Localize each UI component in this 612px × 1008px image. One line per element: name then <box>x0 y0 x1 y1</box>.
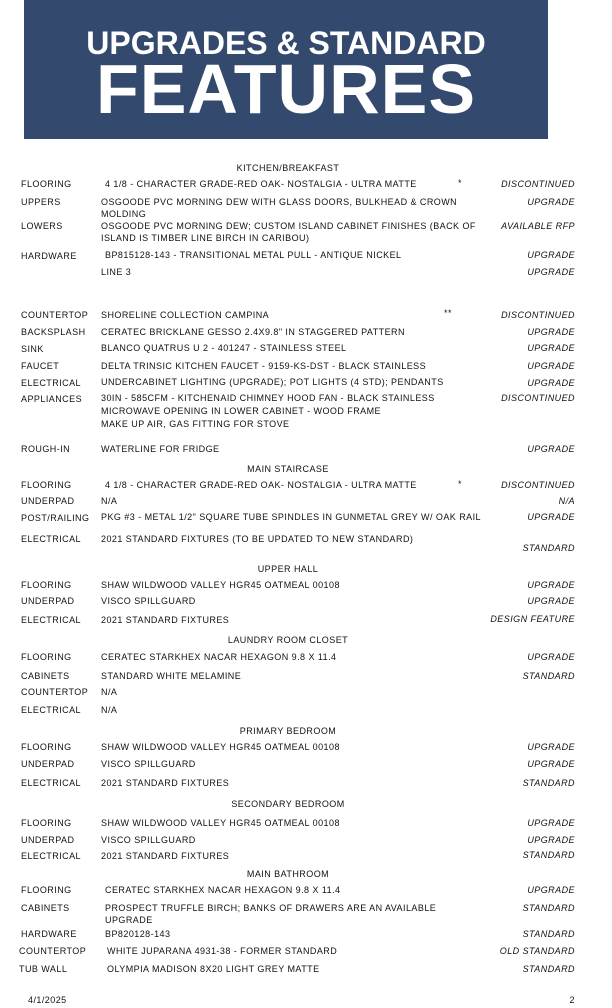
row-description: 2021 STANDARD FIXTURES (TO BE UPDATED TO NEW STANDARD) <box>101 534 414 544</box>
row-description-line2: MICROWAVE OPENING IN LOWER CABINET - WOOD FRAME <box>101 406 381 416</box>
row-description: OSGOODE PVC MORNING DEW; CUSTOM ISLAND CABINET FINISHES (BACK OF ISLAND IS TIMBER LINE BIRCH IN CARIBOU) <box>101 221 476 243</box>
row-label: HARDWARE <box>21 929 77 939</box>
row-status: UPGRADE <box>527 835 575 845</box>
footer-date: 4/1/2025 <box>28 995 67 1005</box>
banner-title-line1: UPGRADES & STANDARD <box>86 25 486 61</box>
row-label: FLOORING <box>21 480 72 490</box>
row-status: DISCONTINUED <box>501 310 575 320</box>
row-description: PROSPECT TRUFFLE BIRCH; BANKS OF DRAWERS ARE AN AVAILABLE UPGRADE <box>105 903 437 925</box>
row-label: ELECTRICAL <box>21 534 82 544</box>
row-description: VISCO SPILLGUARD <box>101 835 196 845</box>
row-description: SHORELINE COLLECTION CAMPINA <box>101 310 270 320</box>
row-status: UPGRADE <box>527 250 575 260</box>
row-status: UPGRADE <box>527 512 575 522</box>
row-label: UNDERPAD <box>21 835 75 845</box>
row-description: UNDERCABINET LIGHTING (UPGRADE); POT LIGHTS (4 STD); PENDANTS <box>101 377 444 387</box>
row-label: UNDERPAD <box>21 596 75 606</box>
row-status: UPGRADE <box>527 885 575 895</box>
row-description: 2021 STANDARD FIXTURES <box>101 615 230 625</box>
row-status: OLD STANDARD <box>499 946 575 956</box>
row-description: DELTA TRINSIC KITCHEN FAUCET - 9159-KS-DST - BLACK STAINLESS <box>101 361 427 371</box>
row-description: SHAW WILDWOOD VALLEY HGR45 OATMEAL 00108 <box>101 818 340 828</box>
row-description: PKG #3 - METAL 1/2" SQUARE TUBE SPINDLES IN GUNMETAL GREY W/ OAK RAIL <box>101 512 482 522</box>
row-description: BLANCO QUATRUS U 2 - 401247 - STAINLESS STEEL <box>101 343 347 353</box>
row-label: FLOORING <box>21 742 72 752</box>
row-label: FLOORING <box>21 885 72 895</box>
row-marker: * <box>458 178 462 188</box>
row-status: UPGRADE <box>527 197 575 207</box>
row-label: COUNTERTOP <box>19 946 87 956</box>
row-label: FLOORING <box>21 818 72 828</box>
row-description: WATERLINE FOR FRIDGE <box>101 444 220 454</box>
row-status: UPGRADE <box>527 361 575 371</box>
row-label: HARDWARE <box>21 251 77 261</box>
row-label: SINK <box>21 344 44 354</box>
row-status: UPGRADE <box>527 759 575 769</box>
row-description: 30IN - 585CFM - KITCHENAID CHIMNEY HOOD FAN - BLACK STAINLESS <box>101 393 435 403</box>
row-label: UNDERPAD <box>21 759 75 769</box>
row-status: STANDARD <box>522 671 575 681</box>
footer-page-number: 2 <box>569 995 575 1005</box>
row-label: ROUGH-IN <box>21 444 71 454</box>
row-label: APPLIANCES <box>21 394 83 404</box>
row-description: 2021 STANDARD FIXTURES <box>101 778 230 788</box>
row-description: OSGOODE PVC MORNING DEW WITH GLASS DOORS, BULKHEAD & CROWN MOLDING <box>101 197 458 219</box>
section-heading-laundry: LAUNDRY ROOM CLOSET <box>227 635 349 645</box>
row-label: ELECTRICAL <box>21 615 82 625</box>
row-status: UPGRADE <box>527 818 575 828</box>
page-banner <box>24 0 548 139</box>
row-status: STANDARD <box>522 964 575 974</box>
row-description: 2021 STANDARD FIXTURES <box>101 851 230 861</box>
row-label: UPPERS <box>21 197 61 207</box>
row-status: STANDARD <box>522 929 575 939</box>
section-heading-secondary-bedroom: SECONDARY BEDROOM <box>231 799 345 809</box>
row-description: 4 1/8 - CHARACTER GRADE-RED OAK- NOSTALGIA - ULTRA MATTE <box>105 480 417 490</box>
row-status: UPGRADE <box>527 596 575 606</box>
row-label: UNDERPAD <box>21 496 75 506</box>
row-status: STANDARD <box>522 543 575 553</box>
row-description: N/A <box>101 496 118 506</box>
row-status: UPGRADE <box>527 267 575 277</box>
row-description: CERATEC STARKHEX NACAR HEXAGON 9.8 X 11.4 <box>101 652 337 662</box>
row-marker: ** <box>444 308 452 318</box>
row-label: ELECTRICAL <box>21 378 82 388</box>
row-description: SHAW WILDWOOD VALLEY HGR45 OATMEAL 00108 <box>101 742 340 752</box>
row-status: UPGRADE <box>527 580 575 590</box>
row-label: ELECTRICAL <box>21 778 82 788</box>
row-label: FLOORING <box>21 179 72 189</box>
row-status: UPGRADE <box>527 378 575 388</box>
row-status: UPGRADE <box>527 327 575 337</box>
row-status: STANDARD <box>522 778 575 788</box>
row-status: UPGRADE <box>527 742 575 752</box>
row-description: BP820128-143 <box>105 929 171 939</box>
row-description: VISCO SPILLGUARD <box>101 596 196 606</box>
row-description: CERATEC STARKHEX NACAR HEXAGON 9.8 X 11.4 <box>105 885 341 895</box>
row-description: SHAW WILDWOOD VALLEY HGR45 OATMEAL 00108 <box>101 580 340 590</box>
row-description: CERATEC BRICKLANE GESSO 2.4X9.8" IN STAGGERED PATTERN <box>101 327 405 337</box>
row-label: BACKSPLASH <box>21 327 86 337</box>
row-status: DISCONTINUED <box>501 393 575 403</box>
row-description: OLYMPIA MADISON 8X20 LIGHT GREY MATTE <box>107 964 320 974</box>
row-status: STANDARD <box>522 903 575 913</box>
row-description-line3: MAKE UP AIR, GAS FITTING FOR STOVE <box>101 419 290 429</box>
row-status: DESIGN FEATURE <box>490 614 575 624</box>
section-heading-primary-bedroom: PRIMARY BEDROOM <box>239 726 337 736</box>
section-heading-main-bathroom: MAIN BATHROOM <box>246 869 330 879</box>
row-label: COUNTERTOP <box>21 687 89 697</box>
row-label: LOWERS <box>21 221 63 231</box>
row-description: 4 1/8 - CHARACTER GRADE-RED OAK- NOSTALGIA - ULTRA MATTE <box>105 179 417 189</box>
section-heading-upper-hall: UPPER HALL <box>257 564 319 574</box>
row-status: DISCONTINUED <box>501 480 575 490</box>
row-label: FLOORING <box>21 580 72 590</box>
row-label: POST/RAILING <box>21 513 90 523</box>
row-status: STANDARD <box>522 850 575 860</box>
row-label: CABINETS <box>21 671 70 681</box>
row-status: DISCONTINUED <box>501 179 575 189</box>
row-label: ELECTRICAL <box>21 705 82 715</box>
row-description: BP815128-143 - TRANSITIONAL METAL PULL - ANTIQUE NICKEL <box>105 250 402 260</box>
row-label: TUB WALL <box>19 964 68 974</box>
banner-title-line2: FEATURES <box>95 50 477 128</box>
row-marker: * <box>458 479 462 489</box>
row-description: N/A <box>101 687 118 697</box>
row-description: VISCO SPILLGUARD <box>101 759 196 769</box>
section-heading-main-staircase: MAIN STAIRCASE <box>247 464 329 474</box>
row-description: N/A <box>101 705 118 715</box>
row-label: FLOORING <box>21 652 72 662</box>
row-label: FAUCET <box>21 361 60 371</box>
row-status: UPGRADE <box>527 343 575 353</box>
row-description: WHITE JUPARANA 4931-38 - FORMER STANDARD <box>107 946 338 956</box>
row-description: LINE 3 <box>101 267 132 277</box>
row-description: STANDARD WHITE MELAMINE <box>101 671 242 681</box>
row-label: COUNTERTOP <box>21 310 89 320</box>
row-status: UPGRADE <box>527 652 575 662</box>
section-heading-kitchen: KITCHEN/BREAKFAST <box>236 163 340 173</box>
row-status: UPGRADE <box>527 444 575 454</box>
row-status: N/A <box>558 496 575 506</box>
row-label: CABINETS <box>21 903 70 913</box>
row-label: ELECTRICAL <box>21 851 82 861</box>
row-status: AVAILABLE RFP <box>501 221 575 231</box>
